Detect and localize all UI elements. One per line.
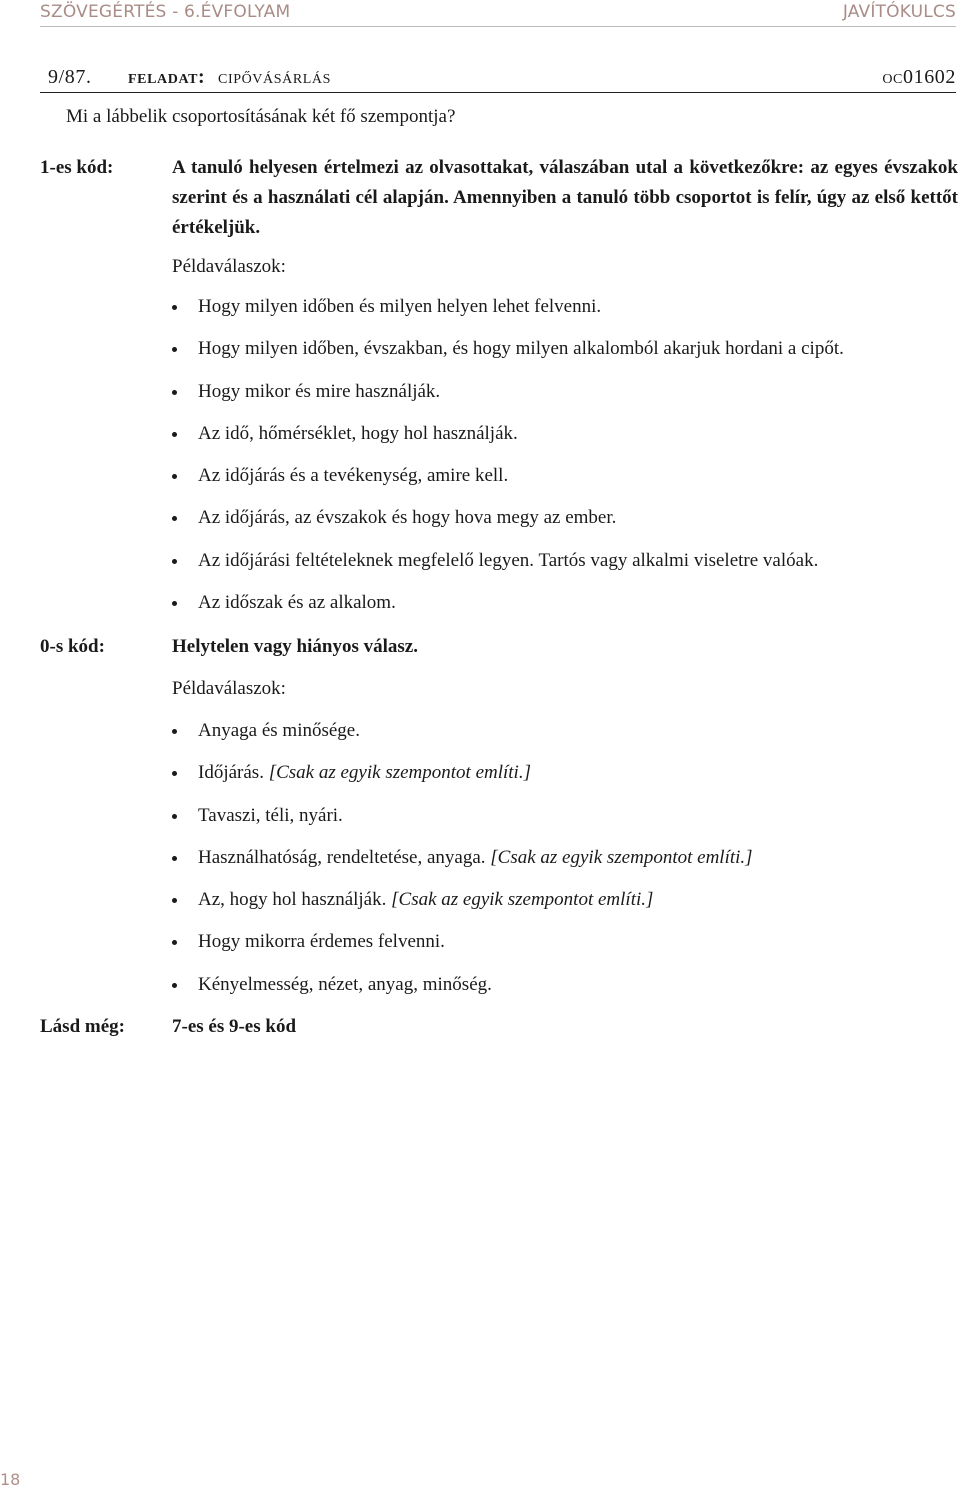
example-answer-text: Időjárás. xyxy=(198,762,264,784)
header-divider xyxy=(40,26,956,27)
example-answer-text: Hogy milyen időben és milyen helyen lehet felvenni. xyxy=(198,296,602,317)
example-answer-text: Az idő, hőmérséklet, hogy hol használják. xyxy=(198,422,518,444)
example-answer xyxy=(172,338,844,380)
code1-description: A tanuló helyesen értelmezi az olvasottakat, válaszában utal a következőkre: az egyes évszakok szerint és a használati cél alapján. Amennyiben a tanuló több csoportot is felír, úgy az első kettőt értékeljük. xyxy=(172,157,958,238)
question-text: Mi a lábbelik csoportosításának két fő szempontja? xyxy=(66,106,456,127)
example-answer xyxy=(172,720,753,762)
example-answer-text: Hogy mikorra érdemes felvenni. xyxy=(198,931,445,953)
example-answer-text: Anyaga és minősége. xyxy=(198,720,360,741)
code1-label: 1-es kód: xyxy=(40,157,114,178)
running-header xyxy=(40,2,956,26)
code1-examples-list xyxy=(172,296,844,634)
task-title: cipővásárlás xyxy=(218,66,331,88)
example-answer-note: [Csak az egyik szempontot említi.] xyxy=(490,846,753,868)
task-label: feladat: xyxy=(128,66,206,88)
example-answer xyxy=(172,381,844,423)
example-answer xyxy=(172,762,753,804)
example-answer-text: Kényelmesség, nézet, anyag, minőség. xyxy=(198,973,492,995)
example-answer-text: Az időjárási feltételeknek megfelelő legyen. Tartós vagy alkalmi viseletre valóak. xyxy=(198,549,819,571)
example-answer-text: Használhatóság, rendeltetése, anyaga. xyxy=(198,846,486,868)
page-number: 18 xyxy=(0,1470,21,1489)
example-answer xyxy=(172,974,753,1016)
example-answer xyxy=(172,805,753,847)
example-answer xyxy=(172,931,753,973)
example-answer-text: Tavaszi, téli, nyári. xyxy=(198,804,343,826)
task-heading xyxy=(40,66,956,94)
code0-examples-list xyxy=(172,720,753,1016)
example-answer-text: Az időszak és az alkalom. xyxy=(198,592,396,614)
see-also-text: 7-es és 9-es kód xyxy=(172,1016,297,1037)
code0-description: Helytelen vagy hiányos válasz. xyxy=(172,636,418,657)
example-answer xyxy=(172,592,844,634)
example-answer xyxy=(172,423,844,465)
header-subject: SZÖVEGÉRTÉS - 6.ÉVFOLYAM xyxy=(40,2,291,22)
example-answer-note: [Csak az egyik szempontot említi.] xyxy=(268,762,531,784)
example-answer xyxy=(172,889,753,931)
code0-label: 0-s kód: xyxy=(40,636,105,657)
see-also-label: Lásd még: xyxy=(40,1016,125,1037)
example-answer xyxy=(172,550,844,592)
example-answer xyxy=(172,507,844,549)
example-answer xyxy=(172,465,844,507)
header-doc-type: JAVÍTÓKULCS xyxy=(842,2,956,22)
code0-examples-label: Példaválaszok: xyxy=(172,678,286,699)
example-answer xyxy=(172,847,753,889)
example-answer-text: Az időjárás és a tevékenység, amire kell. xyxy=(198,465,509,487)
code1-examples-label: Példaválaszok: xyxy=(172,256,286,277)
example-answer-text: Az időjárás, az évszakok és hogy hova megy az ember. xyxy=(198,507,617,529)
example-answer xyxy=(172,296,844,338)
example-answer-text: Hogy mikor és mire használják. xyxy=(198,380,441,402)
task-code: oc01602 xyxy=(882,66,956,88)
example-answer-text: Hogy milyen időben, évszakban, és hogy milyen alkalomból akarjuk hordani a cipőt. xyxy=(198,338,844,360)
example-answer-text: Az, hogy hol használják. xyxy=(198,889,387,911)
task-divider xyxy=(40,92,956,93)
example-answer-note: [Csak az egyik szempontot említi.] xyxy=(391,889,654,911)
task-number: 9/87. xyxy=(48,66,92,88)
